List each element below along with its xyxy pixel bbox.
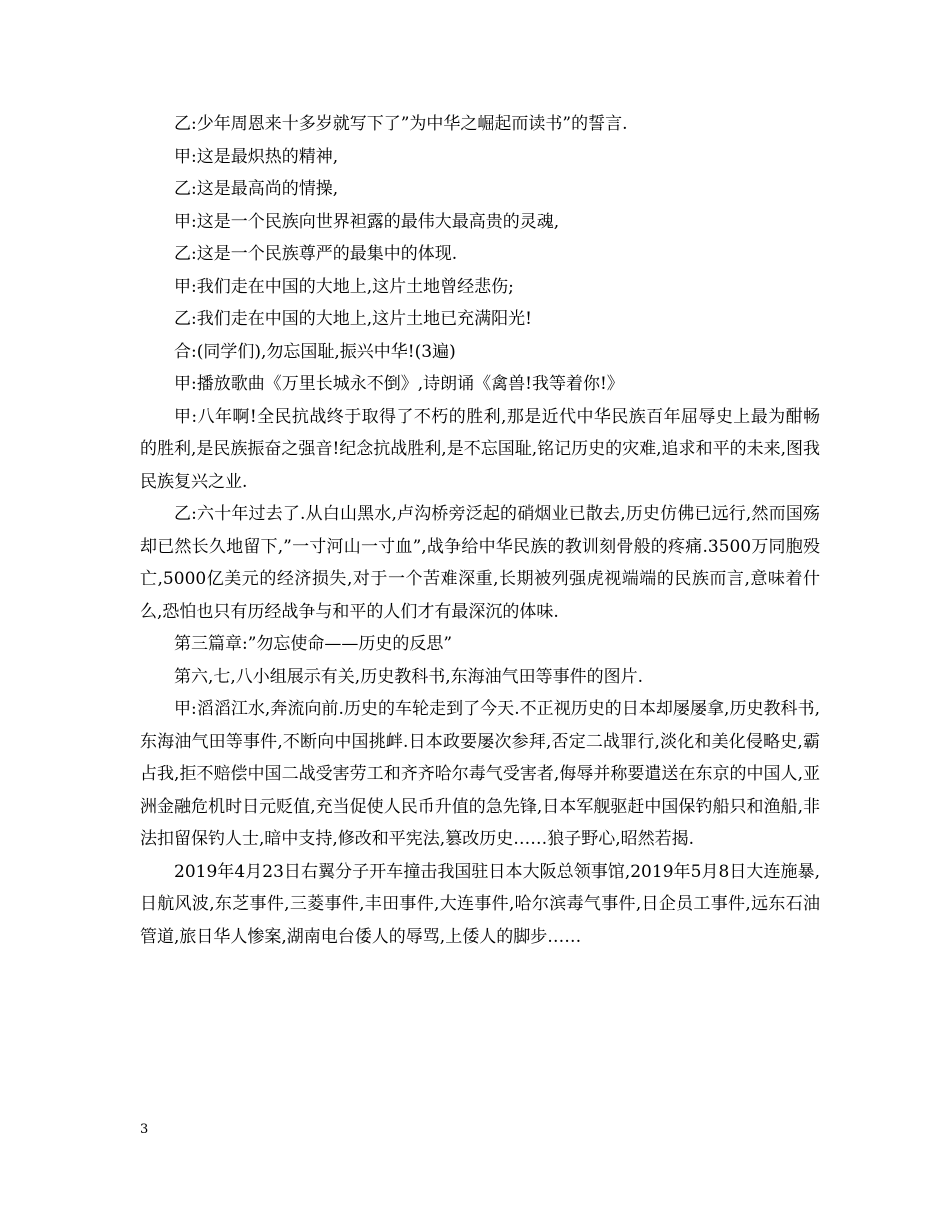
paragraph: 合:(同学们),勿忘国耻,振兴中华!(3遍) <box>174 341 456 362</box>
paragraph: 甲:播放歌曲《万里长城永不倒》,诗朗诵《禽兽!我等着你!》 <box>174 374 624 394</box>
page-number: 3 <box>140 1122 149 1137</box>
section-heading: 第三篇章:”勿忘使命——历史的反思” <box>174 634 453 654</box>
paragraph: 乙:这是最高尚的情操, <box>174 179 339 199</box>
paragraph: 乙:六十年过去了.从白山黑水,卢沟桥旁泛起的硝烟业已散去,历史仿佛已远行,然而国殇却已然长久地留下,”一寸河山一寸血”,战争给中华民族的教训刻骨般的疼痛.3500万同胞殁亡,5000亿美元的经济损失,对于一个苦难深重,长期被列强虎视端端的民族而言,意味着什么,恐怕也只有历经战争与和平的人们才有最深沉的体味. <box>140 504 820 622</box>
paragraph: 甲:我们走在中国的大地上,这片土地曾经悲伤; <box>174 276 514 297</box>
document-body <box>140 108 820 953</box>
paragraph: 2019年4月23日右翼分子开车撞击我国驻日本大阪总领事馆,2019年5月8日大连施暴,日航风波,东芝事件,三菱事件,丰田事件,大连事件,哈尔滨毒气事件,日企员工事件,远东石油管道,旅日华人惨案,湖南电台倭人的辱骂,上倭人的脚步…… <box>140 861 820 947</box>
paragraph: 乙:少年周恩来十多岁就写下了”为中华之崛起而读书”的誓言. <box>174 114 628 134</box>
paragraph: 甲:这是最炽热的精神, <box>174 146 339 167</box>
paragraph: 乙:这是一个民族尊严的最集中的体现. <box>174 244 458 264</box>
paragraph: 甲:滔滔江水,奔流向前.历史的车轮走到了今天.不正视历史的日本却屡屡拿,历史教科书,东海油气田等事件,不断向中国挑衅.日本政要屡次参拜,否定二战罪行,淡化和美化侵略史,霸占我,拒不赔偿中国二战受害劳工和齐齐哈尔毒气受害者,侮辱并称要遣送在东京的中国人,亚洲金融危机时日元贬值,充当促使人民币升值的急先锋,日本军舰驱赶中国保钓船只和渔船,非法扣留保钓人士,暗中支持,修改和平宪法,篡改历史……狼子野心,昭然若揭. <box>140 699 820 849</box>
paragraph: 第六,七,八小组展示有关,历史教科书,东海油气田等事件的图片. <box>174 666 644 687</box>
paragraph: 甲:这是一个民族向世界袒露的最伟大最高贵的灵魂, <box>174 211 560 232</box>
paragraph: 乙:我们走在中国的大地上,这片土地已充满阳光! <box>174 309 532 329</box>
paragraph: 甲:八年啊!全民抗战终于取得了不朽的胜利,那是近代中华民族百年屈辱史上最为酣畅的胜利,是民族振奋之强音!纪念抗战胜利,是不忘国耻,铭记历史的灾难,追求和平的未来,图我民族复兴之业. <box>140 406 820 492</box>
